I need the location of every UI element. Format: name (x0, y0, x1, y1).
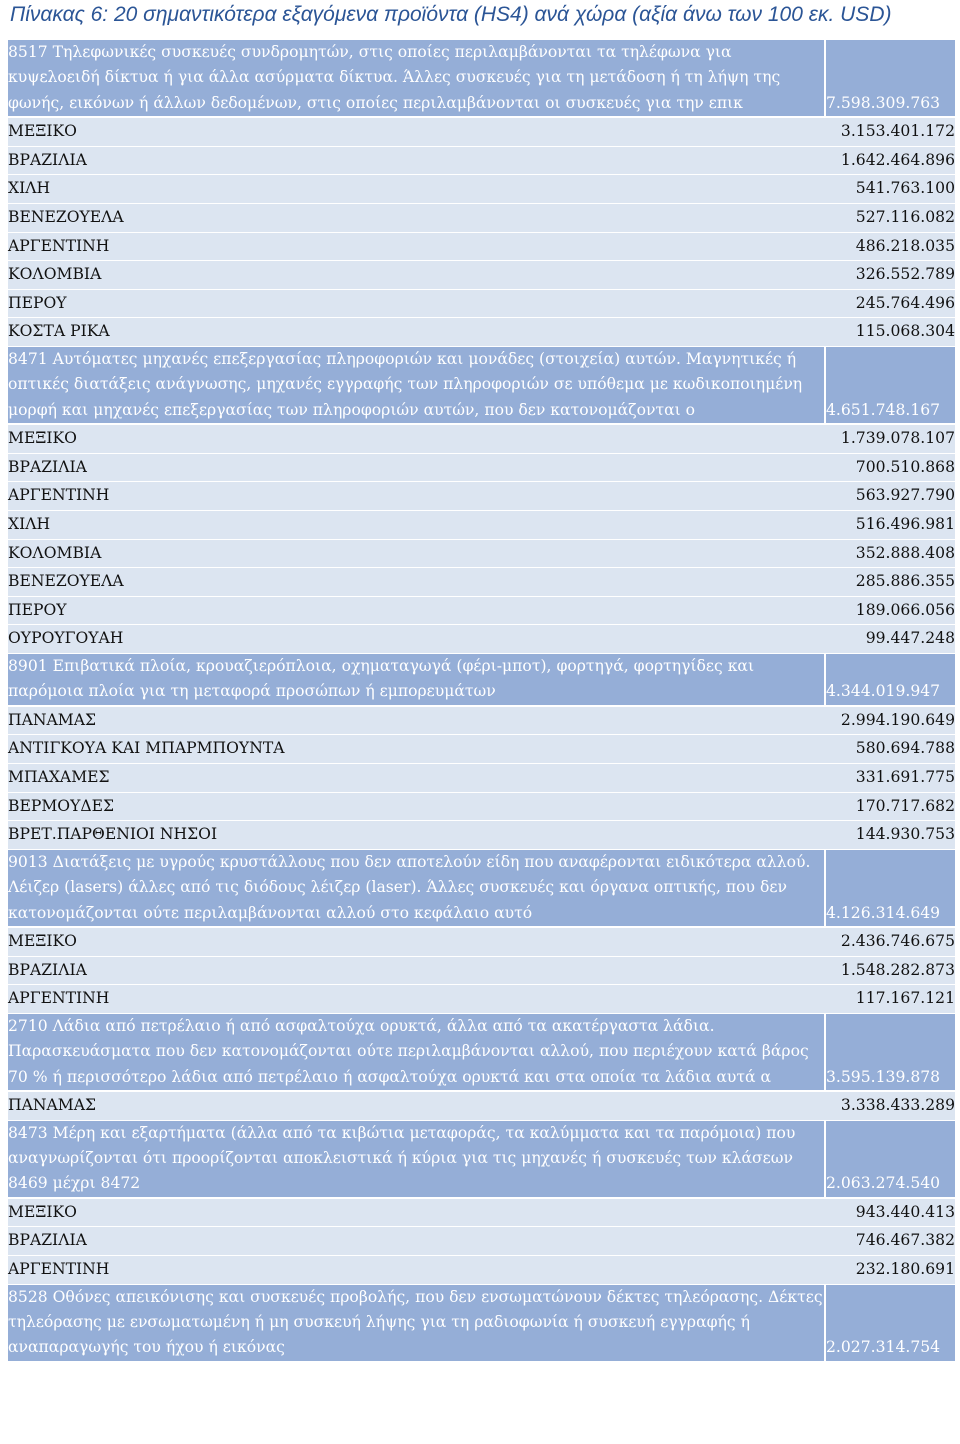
country-name: ΧΙΛΗ (8, 175, 825, 204)
country-row (8, 1091, 955, 1120)
product-description: 8528 Οθόνες απεικόνισης και συσκευές προβολής, που δεν ενσωματώνουν δέκτες τηλεόρασης. Δέκτες τηλεόρασης με ενσωματωμένη ή μη συσκευή λήψης για τη ραδιοφωνία ή συσκευή εγγραφής ή αναπαραγωγής του ήχου ή εικόνας (8, 1284, 825, 1362)
country-value: 3.338.433.289 (825, 1091, 955, 1120)
country-row (8, 117, 955, 146)
product-row (8, 40, 955, 117)
country-name: ΜΕΞΙΚΟ (8, 424, 825, 453)
country-row (8, 424, 955, 453)
country-name: ΒΕΝΕΖΟΥΕΛΑ (8, 204, 825, 233)
country-name: ΜΠΑΧΑΜΕΣ (8, 763, 825, 792)
product-description: 8901 Επιβατικά πλοία, κρουαζιερόπλοια, οχηματαγωγά (φέρι-μποτ), φορτηγά, φορτηγίδες και παρόμοια πλοία για τη μεταφορά προσώπων ή εμπορευμάτων (8, 653, 825, 705)
product-description: 8517 Τηλεφωνικές συσκευές συνδρομητών, στις οποίες περιλαμβάνονται τα τηλέφωνα για κυψελοειδή δίκτυα ή για άλλα ασύρματα δίκτυα. Άλλες συσκευές για τη μετάδοση ή τη λήψη της φωνής, εικόνων ή άλλων δεδομένων, στις οποίες περιλαμβάνονται οι συσκευές για την επικ (8, 40, 825, 117)
country-row (8, 453, 955, 482)
country-name: ΒΡΕΤ.ΠΑΡΘΕΝΙΟΙ ΝΗΣΟΙ (8, 821, 825, 850)
country-row (8, 735, 955, 764)
country-value: 746.467.382 (825, 1227, 955, 1256)
country-row (8, 625, 955, 654)
country-name: ΑΡΓΕΝΤΙΝΗ (8, 985, 825, 1014)
country-name: ΠΕΡΟΥ (8, 596, 825, 625)
country-value: 563.927.790 (825, 482, 955, 511)
country-name: ΠΑΝΑΜΑΣ (8, 706, 825, 735)
country-value: 115.068.304 (825, 318, 955, 347)
country-value: 331.691.775 (825, 763, 955, 792)
country-name: ΚΟΛΟΜΒΙΑ (8, 261, 825, 290)
country-row (8, 146, 955, 175)
country-name: ΑΝΤΙΓΚΟΥΑ ΚΑΙ ΜΠΑΡΜΠΟΥΝΤΑ (8, 735, 825, 764)
country-value: 580.694.788 (825, 735, 955, 764)
country-row (8, 706, 955, 735)
country-value: 527.116.082 (825, 204, 955, 233)
country-row (8, 261, 955, 290)
product-total-value: 3.595.139.878 (825, 1013, 955, 1091)
country-value: 189.066.056 (825, 596, 955, 625)
country-row (8, 821, 955, 850)
country-row (8, 539, 955, 568)
product-row (8, 1284, 955, 1362)
country-row (8, 510, 955, 539)
country-value: 943.440.413 (825, 1198, 955, 1227)
country-name: ΜΕΞΙΚΟ (8, 1198, 825, 1227)
country-value: 117.167.121 (825, 985, 955, 1014)
country-value: 486.218.035 (825, 232, 955, 261)
product-row (8, 1120, 955, 1198)
country-value: 1.642.464.896 (825, 146, 955, 175)
country-row (8, 596, 955, 625)
country-row (8, 763, 955, 792)
country-name: ΠΑΝΑΜΑΣ (8, 1091, 825, 1120)
country-value: 1.548.282.873 (825, 956, 955, 985)
country-value: 99.447.248 (825, 625, 955, 654)
product-description: 8471 Αυτόματες μηχανές επεξεργασίας πληροφοριών και μονάδες (στοιχεία) αυτών. Μαγνητικές ή οπτικές διατάξεις ανάγνωσης, μηχανές εγγραφής των πληροφοριών σε υπόθεμα με κωδικοποιημένη μορφή και μηχανές επεξεργασίας των πληροφοριών αυτών, που δεν κατονομάζονται ο (8, 346, 825, 424)
country-name: ΜΕΞΙΚΟ (8, 927, 825, 956)
product-description: 8473 Μέρη και εξαρτήματα (άλλα από τα κιβώτια μεταφοράς, τα καλύμματα και τα παρόμοια) που αναγνωρίζονται ότι προορίζονται αποκλειστικά ή κύρια για τις μηχανές ή συσκευές των κλάσεων 8469 μέχρι 8472 (8, 1120, 825, 1198)
product-total-value: 2.063.274.540 (825, 1120, 955, 1198)
country-value: 232.180.691 (825, 1255, 955, 1284)
country-name: ΑΡΓΕΝΤΙΝΗ (8, 482, 825, 511)
country-name: ΚΟΛΟΜΒΙΑ (8, 539, 825, 568)
country-name: ΒΕΡΜΟΥΔΕΣ (8, 792, 825, 821)
country-row (8, 1198, 955, 1227)
product-total-value: 4.126.314.649 (825, 849, 955, 927)
product-row (8, 346, 955, 424)
country-name: ΒΡΑΖΙΛΙΑ (8, 1227, 825, 1256)
country-name: ΒΕΝΕΖΟΥΕΛΑ (8, 568, 825, 597)
country-row (8, 482, 955, 511)
country-value: 700.510.868 (825, 453, 955, 482)
country-value: 170.717.682 (825, 792, 955, 821)
country-value: 2.436.746.675 (825, 927, 955, 956)
product-total-value: 4.344.019.947 (825, 653, 955, 705)
product-total-value: 7.598.309.763 (825, 40, 955, 117)
country-value: 144.930.753 (825, 821, 955, 850)
country-name: ΑΡΓΕΝΤΙΝΗ (8, 232, 825, 261)
product-description: 2710 Λάδια από πετρέλαιο ή από ασφαλτούχα ορυκτά, άλλα από τα ακατέργαστα λάδια. Παρασκευάσματα που δεν κατονομάζονται ούτε περιλαμβάνονται αλλού, που περιέχουν κατά βάρος 70 % ή περισσότερο λάδια από πετρέλαιο ή ασφαλτούχα ορυκτά και στα οποία τα λάδια αυτά α (8, 1013, 825, 1091)
country-name: ΜΕΞΙΚΟ (8, 117, 825, 146)
country-name: ΟΥΡΟΥΓΟΥΑΗ (8, 625, 825, 654)
country-row (8, 568, 955, 597)
product-row (8, 1013, 955, 1091)
page-title: Πίνακας 6: 20 σημαντικότερα εξαγόμενα προϊόντα (HS4) ανά χώρα (αξία άνω των 100 εκ. USD) (10, 3, 892, 26)
country-row (8, 1227, 955, 1256)
product-row (8, 849, 955, 927)
country-name: ΒΡΑΖΙΛΙΑ (8, 146, 825, 175)
exports-table-body (8, 40, 955, 1362)
country-value: 541.763.100 (825, 175, 955, 204)
country-row (8, 985, 955, 1014)
country-value: 516.496.981 (825, 510, 955, 539)
country-row (8, 792, 955, 821)
product-total-value: 2.027.314.754 (825, 1284, 955, 1362)
country-row (8, 204, 955, 233)
country-value: 3.153.401.172 (825, 117, 955, 146)
country-name: ΒΡΑΖΙΛΙΑ (8, 956, 825, 985)
country-value: 1.739.078.107 (825, 424, 955, 453)
country-row (8, 289, 955, 318)
country-row (8, 1255, 955, 1284)
product-description: 9013 Διατάξεις με υγρούς κρυστάλλους που δεν αποτελούν είδη που αναφέρονται ειδικότερα αλλού. Λέιζερ (lasers) άλλες από τις διόδους λέιζερ (laser). Άλλες συσκευές και όργανα οπτικής, που δεν κατονομάζονται ούτε περιλαμβάνονται αλλού στο κεφάλαιο αυτό (8, 849, 825, 927)
country-name: ΒΡΑΖΙΛΙΑ (8, 453, 825, 482)
country-row (8, 232, 955, 261)
exports-table (8, 40, 955, 1363)
country-row (8, 318, 955, 347)
country-name: ΠΕΡΟΥ (8, 289, 825, 318)
country-value: 326.552.789 (825, 261, 955, 290)
country-name: ΧΙΛΗ (8, 510, 825, 539)
country-row (8, 956, 955, 985)
country-value: 285.886.355 (825, 568, 955, 597)
country-value: 2.994.190.649 (825, 706, 955, 735)
country-value: 352.888.408 (825, 539, 955, 568)
country-name: ΑΡΓΕΝΤΙΝΗ (8, 1255, 825, 1284)
product-row (8, 653, 955, 705)
country-name: ΚΟΣΤΑ ΡΙΚΑ (8, 318, 825, 347)
country-row (8, 927, 955, 956)
product-total-value: 4.651.748.167 (825, 346, 955, 424)
country-row (8, 175, 955, 204)
country-value: 245.764.496 (825, 289, 955, 318)
